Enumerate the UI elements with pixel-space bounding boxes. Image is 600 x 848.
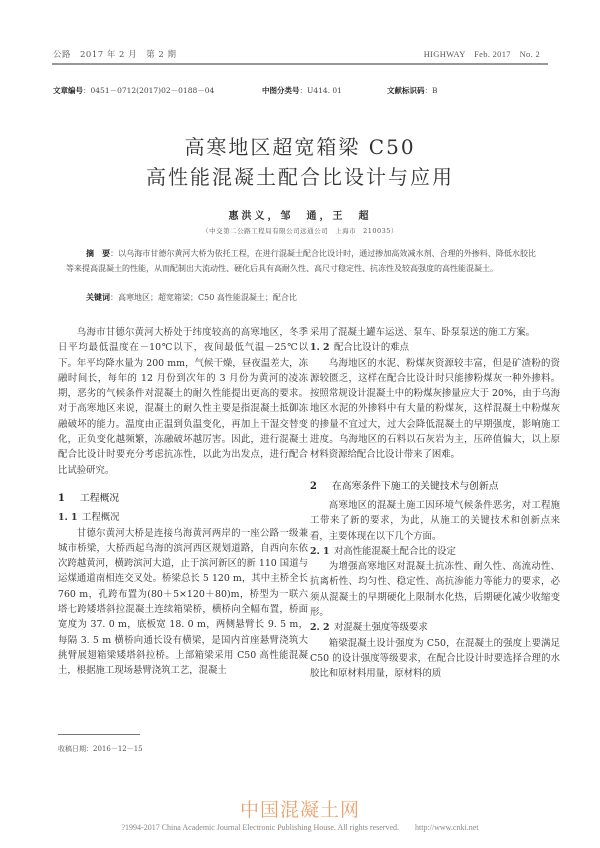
affiliation: （中交第二公路工程局有限公司远通公司 上海市 210035） bbox=[202, 227, 398, 235]
clc-number-value: ：U414. 01 bbox=[299, 86, 342, 95]
section-2-paragraph: 高寒地区的混凝土施工因环境气候条件恶劣，对工程施工带来了新的要求，为此，从施工的关键技术和创新点来看，主要体现在以下几个方面。 bbox=[310, 499, 560, 542]
section-1-1-paragraph: 甘德尔黄河大桥是连接乌海黄河两岸的一座公路一级兼城市桥梁，大桥西起乌海的滨河西区规划道路，自西向东依次跨越黄河，横跨滨河大道，止于滨河新区的新 110 国道与运煤通道南相连交叉处。桥梁总长 5 120 m，其中主桥全长 760 m，孔跨布置为(80＋5×120＋80)m，桥型为一联六塔七跨矮塔斜拉混凝土连续箱梁桥，横桥向全幅布置，桥面宽度为 37. 0 m，底板宽 18. 0 m，两侧悬臂长 9. 5 m，每隔 3. 5 m 横桥向通长设有横梁，是国内首座悬臂浇筑大挑臂展翅箱梁矮塔斜拉桥。上部箱梁采用 C50 高性能混凝土，根据施工现场悬臂浇筑工艺，混凝土 bbox=[58, 527, 308, 677]
section-2-2-number: 2. 2 bbox=[310, 622, 330, 634]
abstract-text: ：以乌海市甘德尔黄河大桥为依托工程，在进行混凝土配合比设计时，通过掺加高效减水剂、合理的外掺料、降低水胶比等来提高混凝土的性能，从而配制出大流动性、硬化后具有高耐久性、高尺寸稳定性、抗冻性及较高强度的高性能混凝土。 bbox=[66, 249, 536, 273]
abstract bbox=[66, 246, 536, 276]
section-2-2-paragraph: 箱梁混凝土设计强度为 C50，在混凝土的强度上要满足 C50 的设计强度等级要求，在配合比设计时要选择合理的水胶比和原材料用量，原材料的质 bbox=[310, 637, 560, 680]
article-number-value: ：0451－0712(2017)02－0188－04 bbox=[83, 86, 215, 95]
section-1-1-number: 1. 1 bbox=[58, 512, 78, 524]
document-code-value: ：B bbox=[424, 86, 438, 95]
running-header-left: 公路 2017 年 2 月 第 2 期 bbox=[53, 50, 177, 60]
title-line-1: 高寒地区超宽箱梁 C50 bbox=[184, 135, 416, 159]
section-1-number: 1 bbox=[58, 492, 65, 504]
section-2-2-heading bbox=[310, 620, 560, 635]
section-1-heading bbox=[58, 491, 308, 506]
section-1-2-number: 1. 2 bbox=[310, 342, 330, 354]
left-column bbox=[58, 325, 308, 679]
section-1-1-title: 工程概况 bbox=[82, 512, 120, 524]
watermark-logo: 中国混凝土网 bbox=[239, 799, 360, 821]
section-2-2-title: 对混凝土强度等级要求 bbox=[334, 622, 428, 634]
received-date-footnote: 收稿日期：2016－12－15 bbox=[58, 745, 143, 753]
section-2-heading bbox=[310, 479, 560, 494]
document-code-label: 文献标识码 bbox=[387, 86, 425, 95]
section-2-1-number: 2. 1 bbox=[310, 545, 330, 557]
authors: 惠洪义，邹 通，王 超 bbox=[228, 211, 372, 222]
header-rule bbox=[52, 63, 548, 65]
section-2-1-heading bbox=[310, 544, 560, 559]
document-code bbox=[387, 85, 438, 96]
clc-number bbox=[262, 85, 342, 96]
continuation-paragraph: 采用了混凝土罐车运送、泵车、卧泵泵送的施工方案。 bbox=[310, 327, 536, 338]
section-1-2-paragraph: 乌海地区的水泥、粉煤灰资源较丰富，但是矿渣粉的资源较匮乏，这样在配合比设计时只能掺粉煤灰一种外掺料。按照常规设计混凝土中的粉煤灰掺量应大于 20%，由于乌海地区水泥的外掺料中有大量的粉煤灰，这样混凝土中粉煤灰的掺量不宜过大，过大会降低混凝土的早期强度，影响施工进度。乌海地区的石料以石灰岩为主，压碎值偏大，以上原材料资源给配合比设计带来了困难。 bbox=[310, 357, 560, 461]
section-1-1-heading bbox=[58, 510, 308, 525]
keywords-label: 关键词 bbox=[86, 293, 110, 302]
intro-paragraph: 乌海市甘德尔黄河大桥处于纬度较高的高寒地区，冬季日平均最低温度在－10℃以下，夜间最低气温－25℃以下。年平均降水量为 200 mm，气候干燥，昼夜温差大，冻融时间长，每年的 12 月份到次年的 3 月份为黄河的凌冻期，恶劣的气候条件对混凝土的耐久性能提出更高的要求。对于高寒地区来说，混凝土的耐久性主要是指混凝土抵御冻融破坏的能力。温度由正温到负温变化，再加上干湿交替变化，正负变化越频繁，冻融破坏越厉害。因此，进行混凝土配合比设计时要充分考虑抗冻性，以此为出发点，进行配合比试验研究。 bbox=[58, 327, 308, 476]
copyright-notice: ?1994-2017 China Academic Journal Electronic Publishing House. All rights reserved. http://www.cnki.net bbox=[121, 823, 479, 832]
abstract-label: 摘 要 bbox=[86, 249, 111, 258]
running-header-right: HIGHWAY Feb. 2017 No. 2 bbox=[423, 49, 540, 59]
section-1-2-heading bbox=[310, 340, 560, 355]
keywords-text: ：高寒地区；超宽箱梁；C50 高性能混凝土；配合比 bbox=[110, 293, 297, 302]
section-2-title: 在高寒条件下施工的关键技术与创新点 bbox=[332, 480, 499, 492]
title-line-2: 高性能混凝土配合比设计与应用 bbox=[146, 165, 454, 189]
footnote-rule bbox=[58, 734, 140, 735]
right-column bbox=[310, 325, 560, 682]
section-2-1-paragraph: 为增强高寒地区对混凝土抗冻性、耐久性、高流动性、抗离析性、均匀性、稳定性、高抗渗能力等能力的要求，必须从混凝土的早期硬化上限制水化热，后期硬化减少收缩变形。 bbox=[310, 561, 560, 619]
keywords bbox=[86, 292, 536, 303]
section-1-2-title: 配合比设计的难点 bbox=[334, 342, 410, 354]
section-2-1-title: 对高性能混凝土配合比的设定 bbox=[334, 545, 456, 557]
section-1-title: 工程概况 bbox=[80, 492, 120, 504]
article-number bbox=[53, 85, 214, 96]
article-number-label: 文章编号 bbox=[53, 86, 83, 95]
clc-number-label: 中图分类号 bbox=[262, 86, 300, 95]
section-2-number: 2 bbox=[310, 480, 317, 492]
